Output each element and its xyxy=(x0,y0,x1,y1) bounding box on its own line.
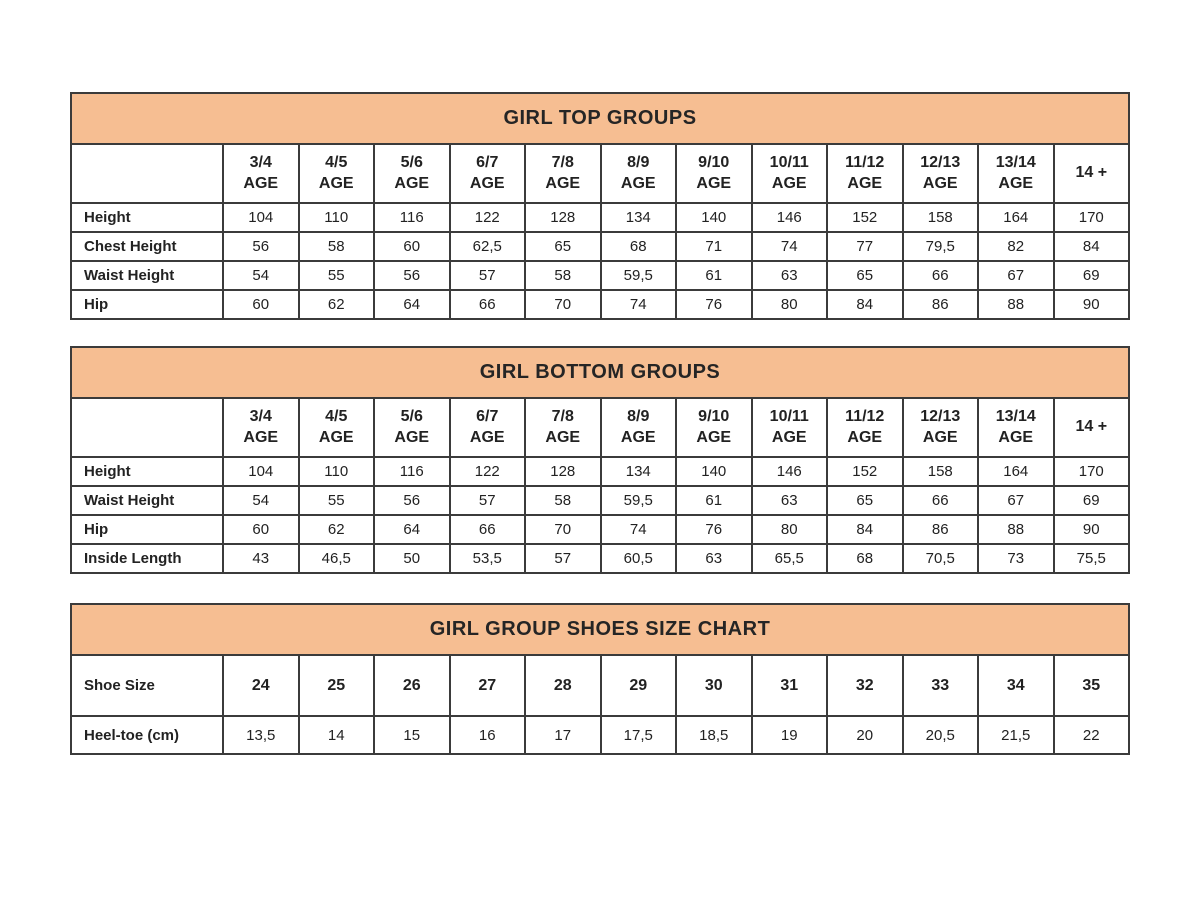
value-cell: 67 xyxy=(978,486,1054,515)
column-header-line2: AGE xyxy=(998,174,1034,192)
value-cell: 90 xyxy=(1054,290,1130,319)
value-cell: 57 xyxy=(525,544,601,573)
column-header-line2: AGE xyxy=(998,428,1034,446)
column-header-line1: 10/11 xyxy=(769,153,809,171)
row-label: Hip xyxy=(71,515,223,544)
table-body xyxy=(71,144,1129,319)
title-row xyxy=(71,93,1129,144)
value-cell: 59,5 xyxy=(601,486,677,515)
girl-bottom-groups-grid xyxy=(70,346,1130,574)
value-cell: 67 xyxy=(978,261,1054,290)
value-cell: 66 xyxy=(903,261,979,290)
value-cell: 170 xyxy=(1054,203,1130,232)
value-cell: 60 xyxy=(223,515,299,544)
value-cell: 76 xyxy=(676,515,752,544)
column-header xyxy=(450,144,526,203)
column-header xyxy=(525,398,601,457)
value-cell: 69 xyxy=(1054,261,1130,290)
column-header-line2: AGE xyxy=(847,174,883,192)
value-cell: 128 xyxy=(525,203,601,232)
column-header xyxy=(223,144,299,203)
value-cell: 24 xyxy=(223,655,299,716)
value-cell: 70,5 xyxy=(903,544,979,573)
column-header xyxy=(676,398,752,457)
column-header-line1: 4/5 xyxy=(325,407,348,425)
value-cell: 110 xyxy=(299,203,375,232)
girl-bottom-groups-table xyxy=(70,320,1130,574)
column-header-line1: 5/6 xyxy=(400,407,423,425)
column-header-line1: 8/9 xyxy=(627,153,650,171)
value-cell: 74 xyxy=(601,290,677,319)
column-header-line1: 7/8 xyxy=(551,153,574,171)
value-cell: 64 xyxy=(374,290,450,319)
value-cell: 158 xyxy=(903,457,979,486)
table-title: GIRL BOTTOM GROUPS xyxy=(71,347,1129,398)
value-cell: 26 xyxy=(374,655,450,716)
value-cell: 21,5 xyxy=(978,716,1054,754)
value-cell: 46,5 xyxy=(299,544,375,573)
value-cell: 71 xyxy=(676,232,752,261)
value-cell: 63 xyxy=(752,261,828,290)
value-cell: 59,5 xyxy=(601,261,677,290)
column-header-line1: 13/14 xyxy=(995,153,1036,171)
value-cell: 58 xyxy=(525,486,601,515)
value-cell: 58 xyxy=(299,232,375,261)
column-header-line2: AGE xyxy=(243,174,279,192)
value-cell: 54 xyxy=(223,486,299,515)
column-header-line2: AGE xyxy=(620,174,656,192)
row-label: Chest Height xyxy=(71,232,223,261)
value-cell: 75,5 xyxy=(1054,544,1130,573)
column-header-line2: AGE xyxy=(771,174,807,192)
column-header xyxy=(978,144,1054,203)
value-cell: 86 xyxy=(903,290,979,319)
value-cell: 104 xyxy=(223,203,299,232)
column-header-line1: 14 + xyxy=(1075,164,1108,182)
value-cell: 18,5 xyxy=(676,716,752,754)
row-label: Waist Height xyxy=(71,261,223,290)
value-cell: 84 xyxy=(827,290,903,319)
value-cell: 20 xyxy=(827,716,903,754)
value-cell: 116 xyxy=(374,203,450,232)
column-header xyxy=(903,144,979,203)
column-header xyxy=(1054,144,1130,203)
title-row xyxy=(71,604,1129,655)
value-cell: 68 xyxy=(827,544,903,573)
value-cell: 110 xyxy=(299,457,375,486)
column-header xyxy=(450,398,526,457)
value-cell: 82 xyxy=(978,232,1054,261)
value-cell: 43 xyxy=(223,544,299,573)
row-label: Hip xyxy=(71,290,223,319)
value-cell: 134 xyxy=(601,203,677,232)
column-header-line1: 12/13 xyxy=(920,407,961,425)
value-cell: 29 xyxy=(601,655,677,716)
value-cell: 116 xyxy=(374,457,450,486)
column-header-line1: 9/10 xyxy=(698,407,730,425)
row-label: Shoe Size xyxy=(71,655,223,716)
column-header-line1: 3/4 xyxy=(249,153,272,171)
column-header-line2: AGE xyxy=(469,174,505,192)
column-header-line2: AGE xyxy=(696,428,732,446)
value-cell: 170 xyxy=(1054,457,1130,486)
column-header xyxy=(525,144,601,203)
value-cell: 25 xyxy=(299,655,375,716)
value-cell: 74 xyxy=(601,515,677,544)
value-cell: 60,5 xyxy=(601,544,677,573)
column-header-line1: 6/7 xyxy=(476,407,499,425)
value-cell: 70 xyxy=(525,515,601,544)
corner-cell xyxy=(71,398,223,457)
column-header xyxy=(752,398,828,457)
column-header-line2: AGE xyxy=(318,428,354,446)
column-header xyxy=(374,144,450,203)
column-header xyxy=(299,398,375,457)
value-cell: 54 xyxy=(223,261,299,290)
column-header-row xyxy=(71,398,1129,457)
column-header-line1: 5/6 xyxy=(400,153,423,171)
column-header xyxy=(601,144,677,203)
table-row xyxy=(71,716,1129,754)
row-label: Height xyxy=(71,457,223,486)
value-cell: 79,5 xyxy=(903,232,979,261)
column-header-line2: AGE xyxy=(922,174,958,192)
column-header-line1: 13/14 xyxy=(995,407,1036,425)
value-cell: 84 xyxy=(827,515,903,544)
value-cell: 65 xyxy=(827,261,903,290)
value-cell: 152 xyxy=(827,457,903,486)
value-cell: 19 xyxy=(752,716,828,754)
table-row xyxy=(71,261,1129,290)
value-cell: 16 xyxy=(450,716,526,754)
value-cell: 56 xyxy=(374,261,450,290)
value-cell: 33 xyxy=(903,655,979,716)
value-cell: 62 xyxy=(299,515,375,544)
value-cell: 164 xyxy=(978,457,1054,486)
column-header-line2: AGE xyxy=(318,174,354,192)
value-cell: 56 xyxy=(223,232,299,261)
table-body xyxy=(71,398,1129,573)
value-cell: 55 xyxy=(299,261,375,290)
value-cell: 61 xyxy=(676,261,752,290)
value-cell: 88 xyxy=(978,290,1054,319)
value-cell: 80 xyxy=(752,290,828,319)
table-row xyxy=(71,457,1129,486)
row-label: Height xyxy=(71,203,223,232)
value-cell: 13,5 xyxy=(223,716,299,754)
value-cell: 20,5 xyxy=(903,716,979,754)
value-cell: 66 xyxy=(450,515,526,544)
column-header-line2: AGE xyxy=(922,428,958,446)
girl-shoes-size-table xyxy=(70,574,1130,755)
value-cell: 104 xyxy=(223,457,299,486)
table-row xyxy=(71,290,1129,319)
column-header-line1: 9/10 xyxy=(698,153,730,171)
value-cell: 63 xyxy=(676,544,752,573)
table-row xyxy=(71,486,1129,515)
value-cell: 60 xyxy=(223,290,299,319)
value-cell: 35 xyxy=(1054,655,1130,716)
table-row xyxy=(71,544,1129,573)
value-cell: 65,5 xyxy=(752,544,828,573)
girl-top-groups-table xyxy=(70,0,1130,320)
value-cell: 146 xyxy=(752,457,828,486)
value-cell: 73 xyxy=(978,544,1054,573)
column-header xyxy=(978,398,1054,457)
column-header xyxy=(601,398,677,457)
value-cell: 152 xyxy=(827,203,903,232)
value-cell: 76 xyxy=(676,290,752,319)
value-cell: 122 xyxy=(450,203,526,232)
value-cell: 17 xyxy=(525,716,601,754)
value-cell: 28 xyxy=(525,655,601,716)
value-cell: 34 xyxy=(978,655,1054,716)
column-header xyxy=(1054,398,1130,457)
table-row xyxy=(71,515,1129,544)
value-cell: 64 xyxy=(374,515,450,544)
column-header-line2: AGE xyxy=(243,428,279,446)
column-header xyxy=(752,144,828,203)
value-cell: 62 xyxy=(299,290,375,319)
value-cell: 128 xyxy=(525,457,601,486)
girl-top-groups-grid xyxy=(70,92,1130,320)
column-header xyxy=(827,398,903,457)
value-cell: 140 xyxy=(676,457,752,486)
value-cell: 30 xyxy=(676,655,752,716)
column-header-line1: 11/12 xyxy=(845,153,885,171)
title-row xyxy=(71,347,1129,398)
value-cell: 62,5 xyxy=(450,232,526,261)
value-cell: 90 xyxy=(1054,515,1130,544)
row-label: Waist Height xyxy=(71,486,223,515)
value-cell: 88 xyxy=(978,515,1054,544)
value-cell: 57 xyxy=(450,486,526,515)
value-cell: 32 xyxy=(827,655,903,716)
column-header-line1: 14 + xyxy=(1075,418,1108,436)
value-cell: 134 xyxy=(601,457,677,486)
value-cell: 31 xyxy=(752,655,828,716)
column-header-line1: 8/9 xyxy=(627,407,650,425)
value-cell: 80 xyxy=(752,515,828,544)
column-header-line1: 10/11 xyxy=(769,407,809,425)
value-cell: 65 xyxy=(827,486,903,515)
row-label: Heel-toe (cm) xyxy=(71,716,223,754)
value-cell: 60 xyxy=(374,232,450,261)
girl-shoes-size-grid xyxy=(70,603,1130,755)
value-cell: 74 xyxy=(752,232,828,261)
value-cell: 68 xyxy=(601,232,677,261)
value-cell: 61 xyxy=(676,486,752,515)
value-cell: 69 xyxy=(1054,486,1130,515)
column-header-line2: AGE xyxy=(620,428,656,446)
column-header xyxy=(827,144,903,203)
column-header-line1: 4/5 xyxy=(325,153,348,171)
value-cell: 58 xyxy=(525,261,601,290)
value-cell: 86 xyxy=(903,515,979,544)
column-header-line2: AGE xyxy=(847,428,883,446)
column-header-row xyxy=(71,144,1129,203)
value-cell: 140 xyxy=(676,203,752,232)
column-header xyxy=(676,144,752,203)
column-header-line2: AGE xyxy=(394,174,430,192)
table-body xyxy=(71,655,1129,754)
column-header xyxy=(374,398,450,457)
value-cell: 122 xyxy=(450,457,526,486)
column-header-line1: 6/7 xyxy=(476,153,499,171)
table-title: GIRL GROUP SHOES SIZE CHART xyxy=(71,604,1129,655)
value-cell: 70 xyxy=(525,290,601,319)
column-header-line1: 3/4 xyxy=(249,407,272,425)
column-header xyxy=(223,398,299,457)
value-cell: 22 xyxy=(1054,716,1130,754)
value-cell: 17,5 xyxy=(601,716,677,754)
value-cell: 158 xyxy=(903,203,979,232)
table-row xyxy=(71,655,1129,716)
value-cell: 84 xyxy=(1054,232,1130,261)
value-cell: 146 xyxy=(752,203,828,232)
column-header-line2: AGE xyxy=(771,428,807,446)
column-header-line2: AGE xyxy=(545,174,581,192)
column-header xyxy=(903,398,979,457)
value-cell: 55 xyxy=(299,486,375,515)
value-cell: 65 xyxy=(525,232,601,261)
value-cell: 164 xyxy=(978,203,1054,232)
value-cell: 66 xyxy=(450,290,526,319)
column-header-line2: AGE xyxy=(545,428,581,446)
value-cell: 27 xyxy=(450,655,526,716)
value-cell: 63 xyxy=(752,486,828,515)
value-cell: 14 xyxy=(299,716,375,754)
column-header-line1: 12/13 xyxy=(920,153,961,171)
column-header-line2: AGE xyxy=(469,428,505,446)
row-label: Inside Length xyxy=(71,544,223,573)
value-cell: 53,5 xyxy=(450,544,526,573)
table-row xyxy=(71,203,1129,232)
value-cell: 77 xyxy=(827,232,903,261)
value-cell: 57 xyxy=(450,261,526,290)
value-cell: 56 xyxy=(374,486,450,515)
table-row xyxy=(71,232,1129,261)
value-cell: 50 xyxy=(374,544,450,573)
column-header-line1: 7/8 xyxy=(551,407,574,425)
table-title: GIRL TOP GROUPS xyxy=(71,93,1129,144)
value-cell: 66 xyxy=(903,486,979,515)
column-header-line1: 11/12 xyxy=(845,407,885,425)
column-header xyxy=(299,144,375,203)
value-cell: 15 xyxy=(374,716,450,754)
corner-cell xyxy=(71,144,223,203)
column-header-line2: AGE xyxy=(696,174,732,192)
column-header-line2: AGE xyxy=(394,428,430,446)
